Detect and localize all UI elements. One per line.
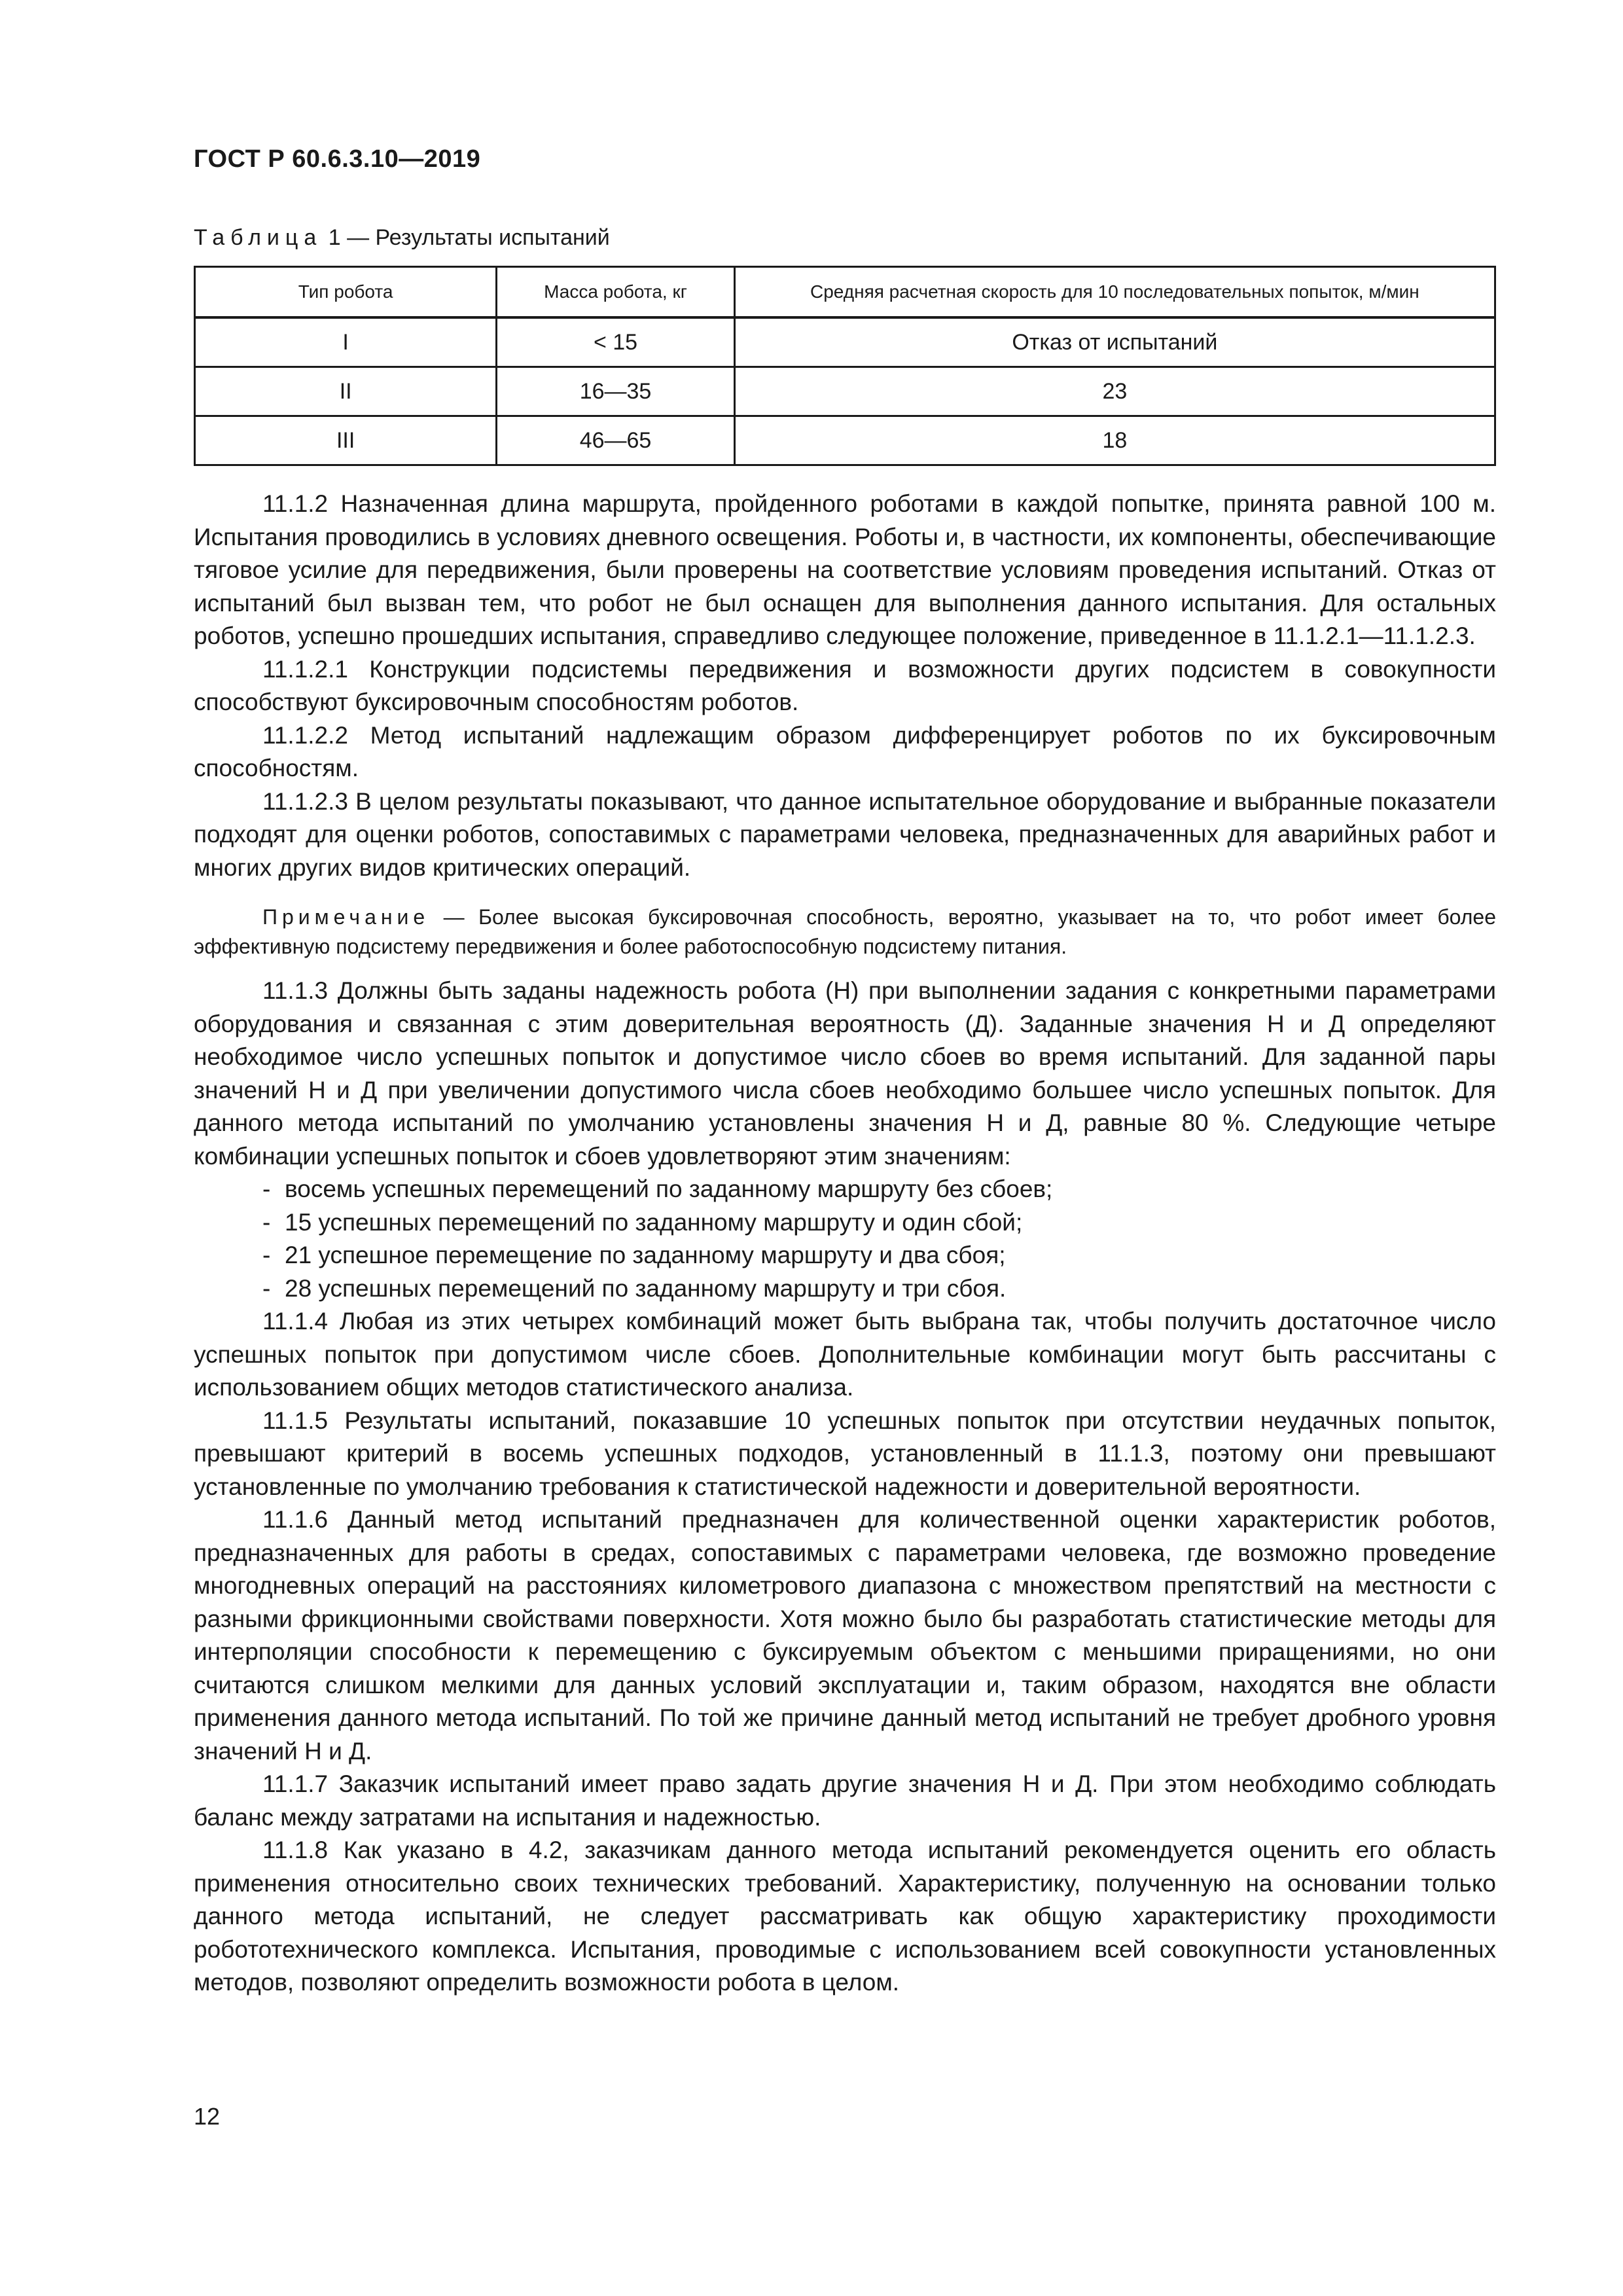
- table-row: [195, 367, 1495, 416]
- table-cell-average-speed: Отказ от испытаний: [734, 317, 1495, 367]
- list-item-text: восемь успешных перемещений по заданному маршруту без сбоев;: [285, 1175, 1053, 1202]
- paragraph-11-1-2-3: 11.1.2.3 В целом результаты показывают, что данное испытательное оборудование и выбранные показатели подходят для оценки роботов, сопоставимых с параметрами человека, предназначенных для аварийных работ и многих других видов критических операций.: [194, 787, 1496, 881]
- table-caption-label: Таблица: [194, 225, 323, 250]
- table-cell-average-speed: 18: [734, 416, 1495, 465]
- table-cell-robot-type: III: [195, 416, 497, 465]
- table-cell-robot-type: II: [195, 367, 497, 416]
- list-marker: -: [262, 1175, 271, 1202]
- table-caption: [194, 225, 610, 251]
- paragraph-11-1-3: 11.1.3 Должны быть заданы надежность робота (Н) при выполнении задания с конкретными параметрами оборудования и связанная с этим доверительная вероятность (Д). Заданные значения Н и Д определяют необходимое число успешных попыток и допустимое число сбоев во время испытаний. Для заданной пары значений Н и Д при увеличении допустимого числа сбоев необходимо большее число успешных попыток. Для данного метода испытаний по умолчанию установлены значения Н и Д, равные 80 %. Следующие четыре комбинации успешных попыток и сбоев удовлетворяют этим значениям:: [194, 977, 1496, 1170]
- table-row: [195, 317, 1495, 367]
- list-item-text: 28 успешных перемещений по заданному маршруту и три сбоя.: [285, 1274, 1007, 1302]
- paragraph-11-1-7: 11.1.7 Заказчик испытаний имеет право задать другие значения Н и Д. При этом необходимо соблюдать баланс между затратами на испытания и надежностью.: [194, 1770, 1496, 1831]
- table-cell-robot-mass: 16—35: [497, 367, 734, 416]
- note: [194, 903, 1496, 961]
- note-text: — Более высокая буксировочная способность, вероятно, указывает на то, что робот имеет более эффективную подсистему передвижения и более работоспособную подсистему питания.: [194, 905, 1496, 958]
- table-row: [195, 416, 1495, 465]
- column-header-robot-type: Тип робота: [195, 267, 497, 318]
- paragraph-11-1-6: 11.1.6 Данный метод испытаний предназначен для количественной оценки характеристик роботов, предназначенных для работы в средах, сопоставимых с параметрами человека, где возможно проведение многодневных операций на расстояниях километрового диапазона с множеством препятствий на местности с разными фрикционными свойствами поверхности. Хотя можно было бы разработать статистические методы для интерполяции способности к перемещению с буксируемым объектом с меньшими приращениями, но они считаются слишком мелкими для данных условий эксплуатации и, таким образом, находятся вне области применения данного метода испытаний. По той же причине данный метод испытаний не требует дробного уровня значений Н и Д.: [194, 1506, 1496, 1765]
- table-cell-robot-mass: < 15: [497, 317, 734, 367]
- column-header-average-speed: Средняя расчетная скорость для 10 последовательных попыток, м/мин: [734, 267, 1495, 318]
- document-id-header: ГОСТ Р 60.6.3.10—2019: [194, 145, 481, 173]
- paragraph-11-1-5: 11.1.5 Результаты испытаний, показавшие 10 успешных попыток при отсутствии неудачных попыток, превышают критерий в восемь успешных подходов, установленный в 11.1.3, поэтому они превышают установленные по умолчанию требования к статистической надежности и доверительной вероятности.: [194, 1407, 1496, 1500]
- paragraph-11-1-4: 11.1.4 Любая из этих четырех комбинаций может быть выбрана так, чтобы получить достаточное число успешных попыток при допустимом числе сбоев. Дополнительные комбинации могут быть рассчитаны с использованием общих методов статистического анализа.: [194, 1308, 1496, 1401]
- note-label: Примечание: [262, 905, 430, 929]
- table-cell-average-speed: 23: [734, 367, 1495, 416]
- list-item: [262, 1206, 1496, 1240]
- page-number: 12: [194, 2103, 221, 2130]
- table-cell-robot-mass: 46—65: [497, 416, 734, 465]
- paragraph-11-1-2-1: 11.1.2.1 Конструкции подсистемы передвижения и возможности других подсистем в совокупности способствуют буксировочным способностям роботов.: [194, 655, 1496, 715]
- paragraph-11-1-8: 11.1.8 Как указано в 4.2, заказчикам данного метода испытаний рекомендуется оценить его область применения относительно своих технических требований. Характеристику, полученную на основании только данного метода испытаний, не следует рассматривать как общую характеристику проходимости робототехнического комплекса. Испытания, проводимые с использованием всей совокупности установленных методов, позволяют определить возможности робота в целом.: [194, 1837, 1496, 1996]
- list-item: [262, 1173, 1496, 1206]
- paragraph-11-1-2: 11.1.2 Назначенная длина маршрута, пройденного роботами в каждой попытке, принята равной 100 м. Испытания проводились в условиях дневного освещения. Роботы и, в частности, их компоненты, обеспечивающие тяговое усилие для передвижения, были проверены на соответствие условиям проведения испытаний. Отказ от испытаний был вызван тем, что робот не был оснащен для выполнения данного испытания. Для остальных роботов, успешно прошедших испытания, справедливо следующее положение, приведенное в 11.1.2.1—11.1.2.3.: [194, 490, 1496, 649]
- combination-list: [194, 1173, 1496, 1305]
- list-item: [262, 1239, 1496, 1272]
- list-marker: -: [262, 1274, 271, 1302]
- list-item-text: 21 успешное перемещение по заданному маршруту и два сбоя;: [285, 1242, 1006, 1268]
- list-marker: -: [262, 1208, 271, 1236]
- column-header-robot-mass: Масса робота, кг: [497, 267, 734, 318]
- results-table: [194, 266, 1496, 466]
- paragraph-11-1-2-2: 11.1.2.2 Метод испытаний надлежащим образом дифференцирует роботов по их буксировочным способностям.: [194, 721, 1496, 781]
- body-text: [194, 488, 1496, 2000]
- table-cell-robot-type: I: [195, 317, 497, 367]
- table-header-row: [195, 267, 1495, 318]
- list-item-text: 15 успешных перемещений по заданному маршруту и один сбой;: [285, 1208, 1023, 1236]
- table-caption-text: 1 — Результаты испытаний: [322, 225, 610, 250]
- list-item: [262, 1272, 1496, 1306]
- list-marker: -: [262, 1242, 271, 1268]
